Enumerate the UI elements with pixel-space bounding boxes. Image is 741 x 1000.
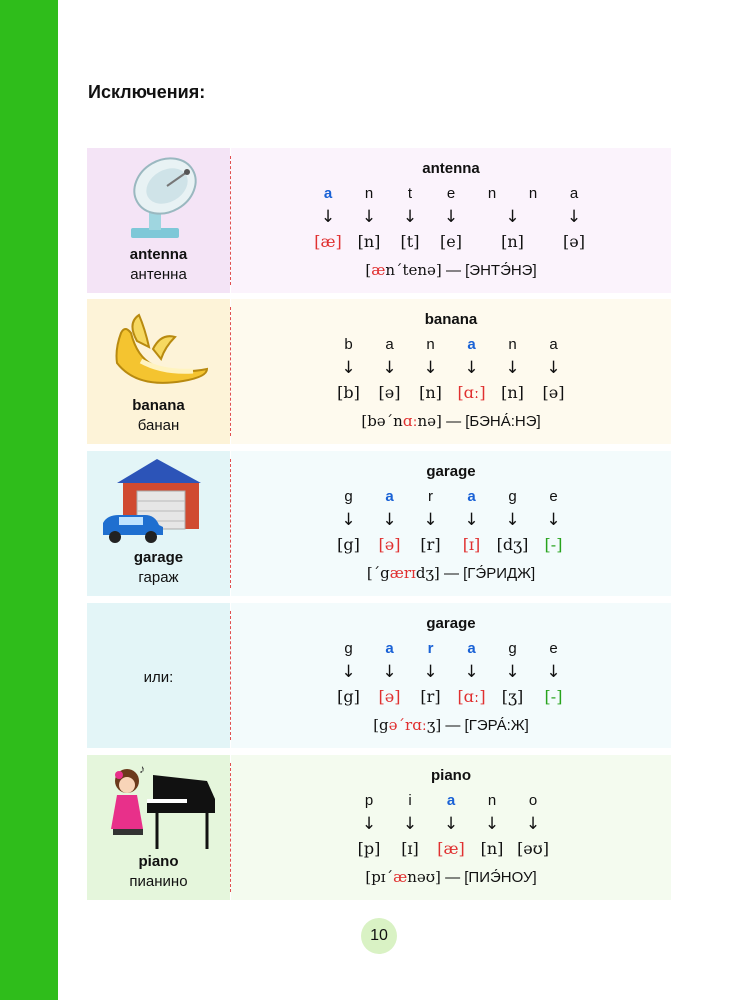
down-arrow-icon: ↓ <box>341 662 356 682</box>
spelling-letter: a <box>467 488 476 505</box>
down-arrow-icon: ↓ <box>341 510 356 530</box>
phoneme: [e] <box>440 232 462 251</box>
label-english: banana <box>132 397 185 414</box>
ipa-part: nə] <box>417 412 442 430</box>
word-block-banana <box>87 299 671 444</box>
spelling-letter: o <box>528 792 538 809</box>
spelling-letter: e <box>549 640 558 657</box>
label-english: antenna <box>129 246 188 263</box>
phoneme: [ɑː] <box>457 383 486 402</box>
russian-transcription: [ГЭ́РИДЖ] <box>463 565 536 582</box>
ipa-stressed-part: ə´rɑː <box>388 716 427 734</box>
russian-transcription: [ПИЭ́НОУ] <box>464 869 537 886</box>
spelling-letter: a <box>549 336 558 353</box>
left-green-margin-bar <box>0 0 58 1000</box>
russian-transcription: [БЭНА́:НЭ] <box>465 413 541 430</box>
spelling-letter: a <box>385 488 394 505</box>
ipa-part: nəʊ] <box>407 868 441 886</box>
transcription-line <box>231 412 671 430</box>
phoneme: [p] <box>357 839 381 858</box>
phoneme: [æ] <box>314 232 342 251</box>
down-arrow-icon: ↓ <box>423 358 438 378</box>
spelling-letter: i <box>408 792 412 809</box>
down-arrow-icon: ↓ <box>464 510 479 530</box>
phoneme: [n] <box>419 383 442 402</box>
ipa-part: [´g <box>366 564 390 582</box>
word-block-antenna <box>87 148 671 293</box>
phoneme: [ɑː] <box>457 687 486 706</box>
analysis-panel <box>231 755 671 900</box>
spelling-letter: e <box>549 488 558 505</box>
down-arrow-icon: ↓ <box>423 510 438 530</box>
ipa-part: [ <box>365 261 372 279</box>
down-arrow-icon: ↓ <box>402 207 418 227</box>
picture-panel <box>87 603 230 748</box>
down-arrow-icon: ↓ <box>484 814 500 834</box>
down-arrow-icon: ↓ <box>566 207 582 227</box>
down-arrow-icon: ↓ <box>320 207 336 227</box>
down-arrow-icon: ↓ <box>505 662 520 682</box>
spelling-letter: a <box>446 792 456 809</box>
russian-transcription: [ГЭРА́:Ж] <box>464 717 529 734</box>
ipa-transcription <box>367 564 440 582</box>
label-russian: банан <box>137 417 180 434</box>
dash: — <box>445 262 461 279</box>
ipa-transcription <box>365 868 441 886</box>
down-arrow-icon: ↓ <box>361 814 377 834</box>
phoneme: [əʊ] <box>517 839 549 858</box>
word-title: piano <box>431 767 471 784</box>
spelling-letter: a <box>385 640 394 657</box>
spelling-letter: n <box>528 185 538 202</box>
down-arrow-icon: ↓ <box>464 662 479 682</box>
spelling-letter: n <box>487 185 497 202</box>
spelling-letter: n <box>508 336 517 353</box>
dash: — <box>445 717 461 734</box>
down-arrow-icon: ↓ <box>443 814 459 834</box>
down-arrow-icon: ↓ <box>402 814 418 834</box>
phoneme: [ə] <box>542 383 565 402</box>
phoneme: [r] <box>420 535 441 554</box>
label-alternative: или: <box>143 669 174 686</box>
page-number: 10 <box>361 918 397 954</box>
transcription-line <box>231 716 671 734</box>
phoneme: [ɪ] <box>401 839 419 858</box>
phoneme: [-] <box>544 687 563 706</box>
transcription-line <box>231 261 671 279</box>
ipa-transcription <box>361 412 442 430</box>
section-heading: Исключения: <box>88 82 206 102</box>
ipa-stressed-part: ærɪ <box>389 564 416 582</box>
down-arrow-icon: ↓ <box>546 358 561 378</box>
picture-panel <box>87 451 230 596</box>
spelling-letter: a <box>467 640 476 657</box>
picture-panel <box>87 755 230 900</box>
phoneme: [ə] <box>378 687 401 706</box>
analysis-panel <box>231 148 671 293</box>
ipa-stressed-part: æ <box>371 261 386 279</box>
down-arrow-icon: ↓ <box>382 510 397 530</box>
down-arrow-icon: ↓ <box>505 358 520 378</box>
phoneme: [ə] <box>378 535 401 554</box>
word-block-garage-alt <box>87 603 671 748</box>
ipa-part: [bə´n <box>361 412 403 430</box>
label-russian: гараж <box>138 569 179 586</box>
spelling-letter: t <box>407 185 413 202</box>
down-arrow-icon: ↓ <box>505 510 520 530</box>
down-arrow-icon: ↓ <box>443 207 459 227</box>
phoneme: [n] <box>501 232 524 251</box>
phoneme: [n] <box>357 232 381 251</box>
ipa-part: n´tenə] <box>385 261 442 279</box>
dash: — <box>446 413 462 430</box>
spelling-letter: g <box>344 488 353 505</box>
analysis-panel <box>231 603 671 748</box>
down-arrow-icon: ↓ <box>525 814 541 834</box>
ipa-stressed-part: ɑː <box>402 412 418 430</box>
spelling-letter: n <box>364 185 374 202</box>
word-title: garage <box>426 615 476 632</box>
label-english: garage <box>133 549 184 566</box>
ipa-part: dʒ] <box>415 564 440 582</box>
transcription-line <box>231 564 671 582</box>
down-arrow-icon: ↓ <box>382 662 397 682</box>
spelling-letter: b <box>344 336 353 353</box>
ipa-stressed-part: æ <box>393 868 408 886</box>
phoneme: [-] <box>544 535 563 554</box>
phoneme: [r] <box>420 687 441 706</box>
svg-text:♪: ♪ <box>139 762 145 776</box>
word-title: antenna <box>422 160 480 177</box>
spelling-letter: a <box>385 336 394 353</box>
word-block-garage <box>87 451 671 596</box>
word-block-piano <box>87 755 671 900</box>
spelling-letter: p <box>364 792 374 809</box>
phoneme: [n] <box>480 839 504 858</box>
spelling-letter: a <box>323 185 333 202</box>
satellite-dish-icon <box>97 152 217 244</box>
analysis-panel <box>231 299 671 444</box>
phoneme: [b] <box>337 383 360 402</box>
ipa-part: ʒ] <box>426 716 442 734</box>
spelling-letter: r <box>428 488 433 505</box>
down-arrow-icon: ↓ <box>505 207 520 227</box>
word-title: garage <box>426 463 476 480</box>
down-arrow-icon: ↓ <box>423 662 438 682</box>
label-russian: пианино <box>129 873 188 890</box>
phoneme: [n] <box>501 383 524 402</box>
picture-panel <box>87 148 230 293</box>
phoneme: [æ] <box>437 839 465 858</box>
spelling-letter: g <box>508 488 517 505</box>
label-russian: антенна <box>130 266 187 283</box>
spelling-letter: a <box>467 336 476 353</box>
analysis-panel <box>231 451 671 596</box>
phoneme: [dʒ] <box>496 535 529 554</box>
phoneme: [ʒ] <box>501 687 524 706</box>
down-arrow-icon: ↓ <box>361 207 377 227</box>
down-arrow-icon: ↓ <box>341 358 356 378</box>
spelling-letter: g <box>344 640 353 657</box>
garage-car-icon <box>97 455 217 547</box>
down-arrow-icon: ↓ <box>464 358 479 378</box>
girl-piano-icon <box>97 759 217 851</box>
ipa-transcription <box>373 716 441 734</box>
spelling-letter: a <box>569 185 579 202</box>
phoneme: [t] <box>400 232 420 251</box>
spelling-letter: r <box>427 640 434 657</box>
picture-panel <box>87 299 230 444</box>
phoneme: [ə] <box>563 232 585 251</box>
phoneme: [ə] <box>378 383 401 402</box>
transcription-line <box>231 868 671 886</box>
banana-icon <box>97 303 217 395</box>
ipa-part: [g <box>373 716 389 734</box>
down-arrow-icon: ↓ <box>546 662 561 682</box>
word-title: banana <box>424 311 478 328</box>
spelling-letter: g <box>508 640 517 657</box>
ipa-transcription <box>365 261 441 279</box>
dash: — <box>445 869 461 886</box>
phoneme: [ɪ] <box>462 535 481 554</box>
down-arrow-icon: ↓ <box>382 358 397 378</box>
ipa-part: [pɪ´ <box>365 868 394 886</box>
down-arrow-icon: ↓ <box>546 510 561 530</box>
spelling-letter: n <box>426 336 435 353</box>
russian-transcription: [ЭНТЭ́НЭ] <box>465 262 537 279</box>
phoneme: [g] <box>337 535 360 554</box>
phoneme: [g] <box>337 687 360 706</box>
spelling-letter: n <box>487 792 497 809</box>
dash: — <box>443 565 459 582</box>
label-english: piano <box>138 853 179 870</box>
spelling-letter: e <box>446 185 456 202</box>
